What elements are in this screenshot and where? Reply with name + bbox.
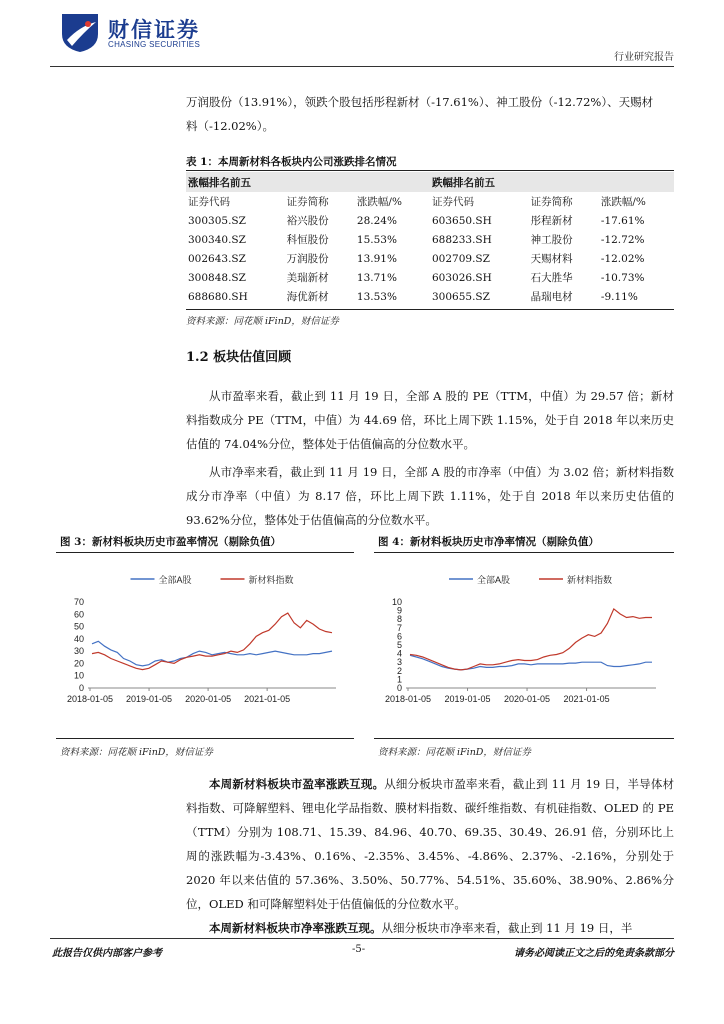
intro-paragraph [186, 90, 674, 138]
table-cell: -9.11% [600, 290, 638, 303]
series-line [410, 655, 652, 670]
y-tick-label: 20 [73, 658, 84, 669]
table-cell: 688680.SH [188, 290, 248, 303]
table-cell: -12.72% [600, 233, 645, 246]
chart-bottom-rule-pe [56, 738, 354, 739]
table-cell: 13.53% [356, 290, 397, 303]
x-tick-label: 2021-01-05 [244, 694, 291, 704]
y-tick-label: 50 [73, 621, 84, 632]
x-tick-label: 2021-01-05 [563, 694, 610, 704]
table-row [186, 287, 674, 306]
y-tick-label: 3 [396, 657, 402, 668]
logo-subtext: CHASING SECURITIES [108, 40, 201, 49]
table-top-rule [186, 170, 674, 171]
table-cell: 603650.SH [431, 214, 492, 227]
ranking-table [186, 172, 674, 306]
table-column-header [186, 192, 674, 211]
pe-paragraph [186, 384, 674, 456]
table-cell: 神工股份 [530, 234, 573, 246]
logo-text: 财信证券 [108, 18, 200, 42]
series-line [92, 613, 332, 670]
page-number: -5- [352, 944, 366, 955]
weekly-pe-text: 从细分板块市盈率来看，截止到 11 月 19 日，半导体材料指数、可降解塑料、锂电化学品指数、膜材料指数、碳纤维指数、有机硅指数、OLED 的 PE（TTM）分别为 108.71、15.39、84.96、40.70、69.35、30.49、26.91 倍，分别环比上周的涨跌幅为-3.43%、0.16%、-2.35%、3.45%、-4.86%、2.37%、-2.16%，分别处于 2020 年以来估值的 57.36%、3.50%、50.77%、54.51%、35.60%、38.90%、2.86%分位，OLED 和可降解塑料处于估值偏低的分位数水平。 [186, 777, 674, 911]
weekly-pb-lead: 本周新材料板块市净率涨跌互现。 [209, 921, 382, 935]
y-tick-label: 10 [391, 597, 402, 607]
y-tick-label: 40 [73, 633, 84, 644]
table-cell: 万润股份 [286, 253, 329, 265]
chart-source-pb: 资料来源：同花顺 iFinD，财信证券 [378, 747, 531, 758]
legend-label: 新材料指数 [567, 575, 613, 585]
y-tick-label: 60 [73, 609, 84, 620]
table-cell: 晶瑞电材 [530, 291, 573, 303]
x-tick-label: 2018-01-05 [384, 694, 432, 704]
table-cell: 688233.SH [431, 233, 492, 246]
y-tick-label: 6 [396, 631, 402, 642]
table-cell: 002643.SZ [188, 252, 246, 265]
pb-history-chart [374, 560, 674, 720]
column-header: 证券简称 [286, 196, 329, 208]
section-heading: 1.2 板块估值回顾 [186, 350, 292, 365]
column-header: 证券简称 [530, 196, 573, 208]
table-cell: 彤程新材 [530, 215, 573, 227]
table-cell: -17.61% [600, 214, 645, 227]
legend-label: 全部A股 [158, 575, 192, 585]
y-tick-label: 10 [73, 670, 84, 681]
table-cell: 300655.SZ [431, 290, 490, 303]
chart-title-pb: 图 4：新材料板块历史市净率情况（剔除负值） [378, 536, 599, 548]
y-tick-label: 8 [396, 614, 402, 625]
table-row [186, 211, 674, 230]
chart-rule-pb [374, 552, 674, 553]
chart-bottom-rule-pb [374, 738, 674, 739]
chart-source-pe: 资料来源：同花顺 iFinD，财信证券 [60, 747, 213, 758]
legend-label: 新材料指数 [248, 575, 294, 585]
report-type: 行业研究报告 [614, 52, 674, 63]
weekly-pb-paragraph [186, 916, 674, 940]
table-group-header [186, 172, 674, 192]
y-tick-label: 2 [396, 665, 402, 676]
y-tick-label: 9 [396, 605, 402, 616]
table-row [186, 230, 674, 249]
y-tick-label: 5 [396, 640, 402, 650]
table-cell: 28.24% [356, 214, 397, 227]
legend-label: 全部A股 [477, 575, 511, 585]
logo-icon [58, 12, 102, 54]
table-cell: 海优新材 [286, 291, 329, 303]
column-header: 证券代码 [188, 196, 230, 208]
gainers-header: 涨幅排名前五 [186, 172, 430, 192]
x-tick-label: 2018-01-05 [66, 694, 114, 704]
table-cell: -10.73% [600, 271, 645, 284]
pe-text: 从市盈率来看，截止到 11 月 19 日，全部 A 股的 PE（TTM，中值）为 29.57 倍；新材料指数成分 PE（TTM，中值）为 44.69 倍，环比上周下跌 1.15%，处于自 2018 年以来历史估值的 74.04%分位，整体处于估值偏高的分位数水平。 [186, 389, 674, 451]
table-source: 资料来源：同花顺 iFinD，财信证券 [186, 316, 339, 327]
table-bottom-rule [186, 309, 674, 310]
table-cell: -12.02% [600, 252, 645, 265]
chart-rule-pe [56, 552, 354, 553]
table-cell: 天赐材料 [530, 253, 573, 265]
y-tick-label: 0 [78, 683, 84, 693]
column-header: 证券代码 [431, 196, 474, 208]
table-cell: 石大胜华 [530, 272, 573, 284]
intro-line: 万润股份（13.91%），领跌个股包括彤程新材（-17.61%）、神工股份（-12.72%）、天赐材 [186, 95, 654, 109]
footer-notice: 请务必阅读正文之后的免责条款部分 [514, 948, 674, 959]
pe-history-chart [56, 560, 354, 720]
weekly-pb-text: 从细分板块市净率来看，截止到 11 月 19 日，半 [381, 921, 633, 935]
table-row [186, 268, 674, 287]
chart-title-pe: 图 3：新材料板块历史市盈率情况（剔除负值） [60, 536, 281, 548]
header-rule [50, 66, 674, 67]
y-tick-label: 70 [73, 597, 84, 607]
table-cell: 美瑞新材 [286, 272, 329, 284]
column-header: 涨跌幅/% [600, 196, 646, 208]
footer-disclaimer: 此报告仅供内部客户参考 [52, 948, 162, 959]
y-tick-label: 4 [396, 648, 402, 659]
pb-paragraph [186, 460, 674, 532]
table-caption: 表 1：本周新材料各板块内公司涨跌排名情况 [186, 156, 397, 168]
weekly-pe-lead: 本周新材料板块市盈率涨跌互现。 [209, 777, 385, 791]
x-tick-label: 2019-01-05 [126, 694, 173, 704]
series-line [410, 609, 652, 670]
table-cell: 科恒股份 [286, 234, 329, 246]
footer-rule [50, 938, 674, 939]
table-cell: 300305.SZ [188, 214, 246, 227]
x-tick-label: 2020-01-05 [185, 694, 232, 704]
weekly-pe-paragraph [186, 772, 674, 916]
y-tick-label: 1 [396, 674, 402, 685]
y-tick-label: 30 [73, 646, 84, 657]
x-tick-label: 2019-01-05 [444, 694, 491, 704]
losers-header: 跌幅排名前五 [430, 172, 674, 192]
table-cell: 13.91% [356, 252, 397, 265]
table-row [186, 249, 674, 268]
y-tick-label: 0 [396, 683, 402, 693]
series-line [92, 641, 332, 666]
column-header: 涨跌幅/% [356, 196, 402, 208]
x-tick-label: 2020-01-05 [504, 694, 551, 704]
table-cell: 裕兴股份 [286, 215, 329, 227]
pb-text: 从市净率来看，截止到 11 月 19 日，全部 A 股的市净率（中值）为 3.02 倍；新材料指数成分市净率（中值）为 8.17 倍，环比上周下跌 1.11%，处于自 2018 年以来历史估值的 93.62%分位，整体处于估值偏高的分位数水平。 [186, 465, 674, 527]
intro-line: 料（-12.02%）。 [186, 119, 274, 133]
y-tick-label: 7 [396, 622, 402, 633]
table-cell: 603026.SH [431, 271, 492, 284]
table-cell: 300848.SZ [188, 271, 246, 284]
table-cell: 13.71% [356, 271, 397, 284]
table-cell: 15.53% [356, 233, 397, 246]
table-cell: 300340.SZ [188, 233, 246, 246]
table-cell: 002709.SZ [431, 252, 490, 265]
